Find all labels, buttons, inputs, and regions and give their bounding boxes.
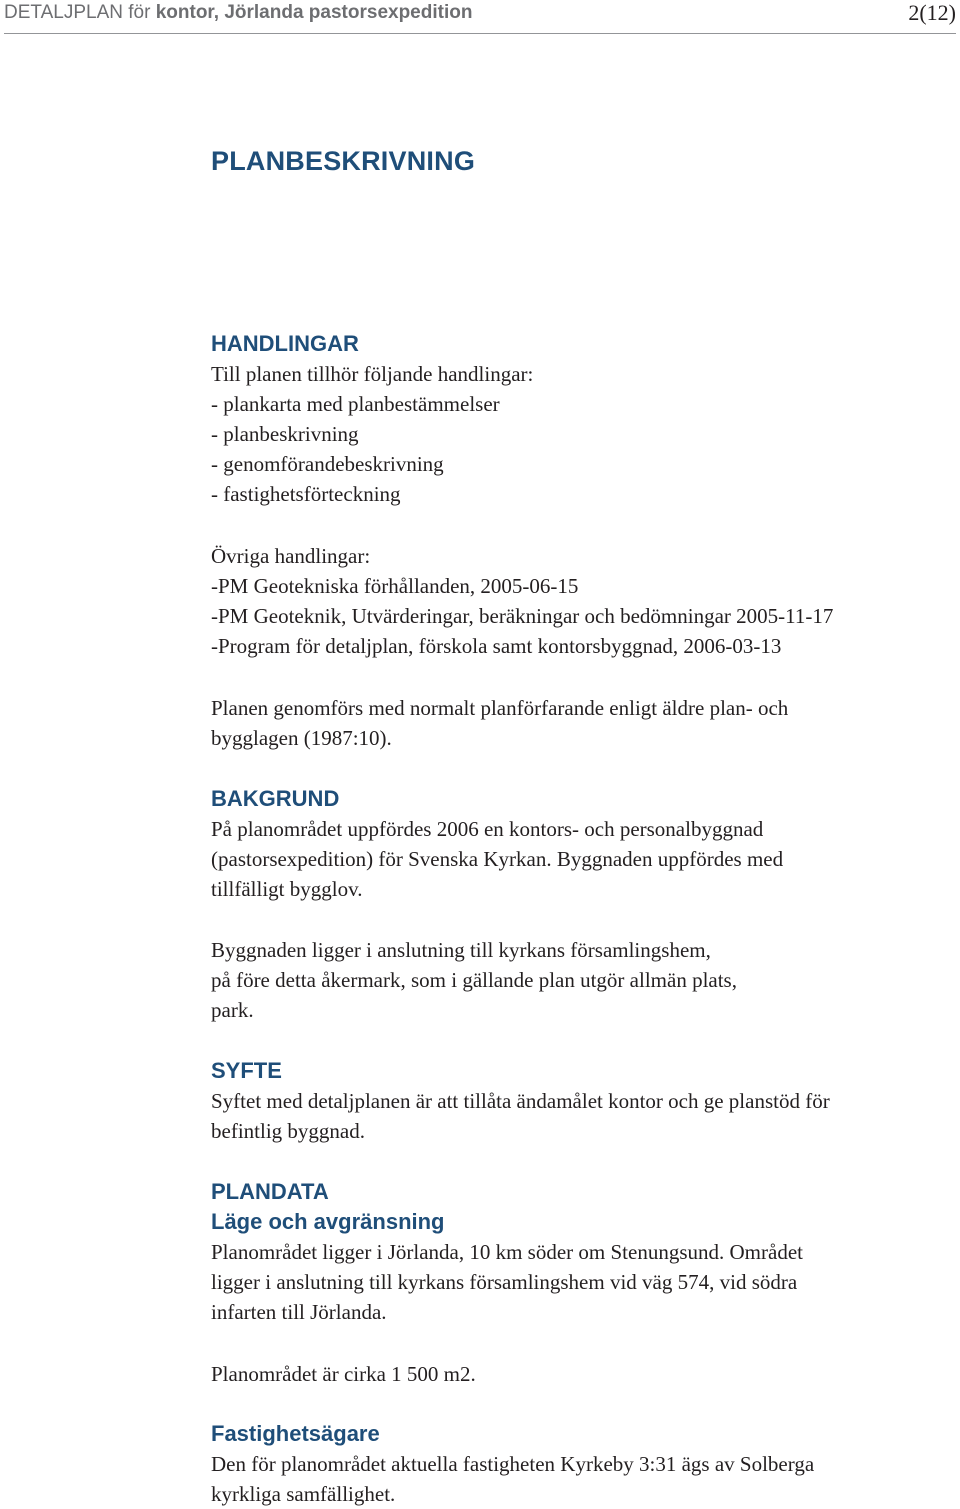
header-doc-type: DETALJPLAN xyxy=(4,2,123,23)
syfte-paragraph xyxy=(211,1086,956,1146)
text-line: park. xyxy=(211,998,254,1022)
page-number: 2(12) xyxy=(908,0,956,25)
text-line: Planområdet är cirka 1 500 m2. xyxy=(211,1362,476,1386)
list-item: -PM Geotekniska förhållanden, 2005-06-15 xyxy=(211,574,579,598)
text-line: ligger i anslutning till kyrkans församlingshem vid väg 574, vid södra xyxy=(211,1270,798,1294)
other-documents-list xyxy=(211,541,956,661)
text-line: På planområdet uppfördes 2006 en kontors- och personalbyggnad xyxy=(211,817,764,841)
text-line: befintlig byggnad. xyxy=(211,1119,365,1143)
lage-paragraph-1 xyxy=(211,1237,956,1327)
procedure-text xyxy=(211,693,956,753)
section-syfte xyxy=(211,1056,956,1146)
other-documents xyxy=(211,541,956,661)
text-line: tillfälligt bygglov. xyxy=(211,877,363,901)
subheading-fastighetsagare: Fastighetsägare xyxy=(211,1421,380,1446)
page-header xyxy=(0,0,960,34)
list-item: -PM Geoteknik, Utvärderingar, beräkningar och bedömningar 2005-11-17 xyxy=(211,604,834,628)
section-heading-plandata: PLANDATA xyxy=(211,1179,329,1204)
section-bakgrund xyxy=(211,784,956,904)
text-line: kyrkliga samfällighet. xyxy=(211,1482,396,1506)
text-line: bygglagen (1987:10). xyxy=(211,726,392,750)
text-line: Planen genomförs med normalt planförfarande enligt äldre plan- och xyxy=(211,696,789,720)
bakgrund-paragraph-2 xyxy=(211,935,956,1025)
lage-paragraph-2 xyxy=(211,1359,956,1389)
list-item: -Program för detaljplan, förskola samt kontorsbyggnad, 2006-03-13 xyxy=(211,634,782,658)
section-heading-handlingar: HANDLINGAR xyxy=(211,331,359,356)
text-line: Byggnaden ligger i anslutning till kyrkans församlingshem, xyxy=(211,938,711,962)
text-line: Övriga handlingar: xyxy=(211,544,371,568)
header-divider xyxy=(4,33,956,34)
section-handlingar xyxy=(211,329,956,509)
text-line: Till planen tillhör följande handlingar: xyxy=(211,362,534,386)
subheading-lage: Läge och avgränsning xyxy=(211,1209,445,1234)
text-line: Den för planområdet aktuella fastigheten Kyrkeby 3:31 ägs av Solberga xyxy=(211,1452,815,1476)
lage-paragraph-2-block xyxy=(211,1359,956,1389)
header-plan-name: kontor, Jörlanda pastorsexpedition xyxy=(155,2,473,23)
text-line: på före detta åkermark, som i gällande plan utgör allmän plats, xyxy=(211,968,737,992)
list-item: - planbeskrivning xyxy=(211,422,359,446)
text-line: Syftet med detaljplanen är att tillåta ändamålet kontor och ge planstöd för xyxy=(211,1089,830,1113)
text-line: Planområdet ligger i Jörlanda, 10 km söder om Stenungsund. Området xyxy=(211,1240,803,1264)
bakgrund-paragraph-2-block xyxy=(211,935,956,1025)
section-plandata xyxy=(211,1177,956,1327)
list-item: - plankarta med planbestämmelser xyxy=(211,392,500,416)
text-line: infarten till Jörlanda. xyxy=(211,1300,387,1324)
section-heading-syfte: SYFTE xyxy=(211,1058,282,1083)
bakgrund-paragraph-1 xyxy=(211,814,956,904)
list-item: - fastighetsförteckning xyxy=(211,482,401,506)
procedure-paragraph xyxy=(211,693,956,753)
section-heading-bakgrund: BAKGRUND xyxy=(211,786,340,811)
header-connector: för xyxy=(128,2,151,23)
list-item: - genomförandebeskrivning xyxy=(211,452,444,476)
fastighetsagare-paragraph xyxy=(211,1449,956,1509)
section-fastighetsagare xyxy=(211,1419,956,1509)
running-header-title xyxy=(4,2,472,24)
text-line: (pastorsexpedition) för Svenska Kyrkan. Byggnaden uppfördes med xyxy=(211,847,784,871)
handlingar-intro xyxy=(211,359,956,509)
document-title: PLANBESKRIVNING xyxy=(211,146,476,176)
